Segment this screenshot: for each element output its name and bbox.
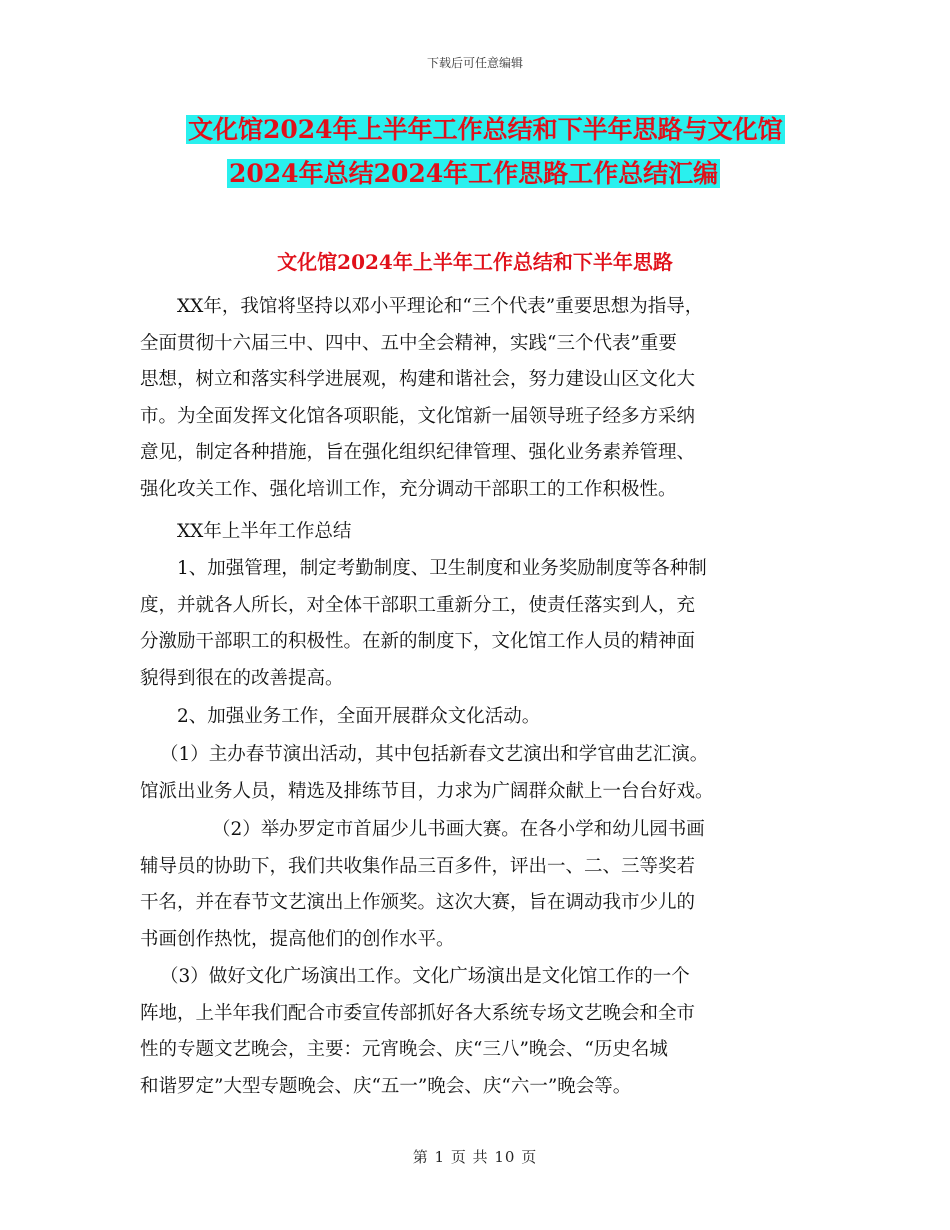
- document-title-line-2: [0, 154, 950, 194]
- text-line: （3）做好文化广场演出工作。文化广场演出是文化馆工作的一个: [160, 966, 690, 987]
- text-line: 2、加强业务工作，全面开展群众文化活动。: [177, 706, 541, 727]
- paragraph-intro: [140, 289, 810, 508]
- text-line: 辅导员的协助下，我们共收集作品三百多件，评出一、二、三等奖若: [140, 855, 696, 877]
- document-title-text-1: 文化馆2024年上半年工作总结和下半年思路与文化馆: [188, 115, 783, 144]
- text-line: 和谐罗定”大型专题晚会、庆“五一”晚会、庆“六一”晚会等。: [140, 1075, 632, 1097]
- paragraph-sub-2: [140, 812, 810, 958]
- text-line: 强化攻关工作、强化培训工作，充分调动干部职工的工作积极性。: [140, 478, 677, 500]
- paragraph-sub-1: [140, 737, 810, 810]
- text-line: 意见，制定各种措施，旨在强化组织纪律管理、强化业务素养管理、: [140, 442, 696, 463]
- text-line: 分激励干部职工的积极性。在新的制度下，文化馆工作人员的精神面: [140, 631, 696, 652]
- text-line: 1、加强管理，制定考勤制度、卫生制度和业务奖励制度等各种制: [177, 558, 707, 579]
- text-line: 貌得到很在的改善提高。: [140, 667, 344, 689]
- document-title-line-1: [0, 110, 950, 150]
- text-line: 性的专题文艺晚会，主要：元宵晚会、庆“三八”晚会、“历史名城: [140, 1039, 668, 1060]
- text-line: （1）主办春节演出活动，其中包括新春文艺演出和学官曲艺汇演。: [160, 744, 709, 765]
- text-line: 馆派出业务人员，精选及排练节目，力求为广阔群众献上一台台好戏。: [140, 780, 714, 802]
- section-title: 文化馆2024年上半年工作总结和下半年思路: [277, 250, 673, 274]
- paragraph-item-1: [140, 551, 810, 697]
- text-line: 市。为全面发挥文化馆各项职能，文化馆新一届领导班子经多方采纳: [140, 405, 696, 427]
- page-number-footer: 第 1 页 共 10 页: [412, 1148, 538, 1166]
- text-line: （2）举办罗定市首届少儿书画大赛。在各小学和幼儿园书画: [212, 819, 705, 840]
- text-line: 书画创作热忱，提高他们的创作水平。: [140, 928, 455, 950]
- text-line: XX年上半年工作总结: [177, 521, 352, 542]
- header-note: 下载后可任意编辑: [426, 56, 523, 70]
- paragraph-item-2: [140, 699, 810, 736]
- text-line: 阵地，上半年我们配合市委宣传部抓好各大系统专场文艺晚会和全市: [140, 1002, 696, 1024]
- text-line: 思想，树立和落实科学进展观，构建和谐社会，努力建设山区文化大: [140, 369, 696, 390]
- paragraph-sub-3: [140, 959, 810, 1105]
- text-line: 全面贯彻十六届三中、四中、五中全会精神，实践“三个代表”重要: [140, 332, 677, 354]
- text-line: 度，并就各人所长，对全体干部职工重新分工，使责任落实到人，充: [140, 594, 696, 616]
- document-title-text-2: 2024年总结2024年工作思路工作总结汇编: [229, 159, 719, 188]
- text-line: XX年，我馆将坚持以邓小平理论和“三个代表”重要思想为指导，: [177, 296, 704, 317]
- text-line: 干名，并在春节文艺演出上作颁奖。这次大赛，旨在调动我市少儿的: [140, 892, 696, 913]
- subheading-summary: [140, 514, 810, 551]
